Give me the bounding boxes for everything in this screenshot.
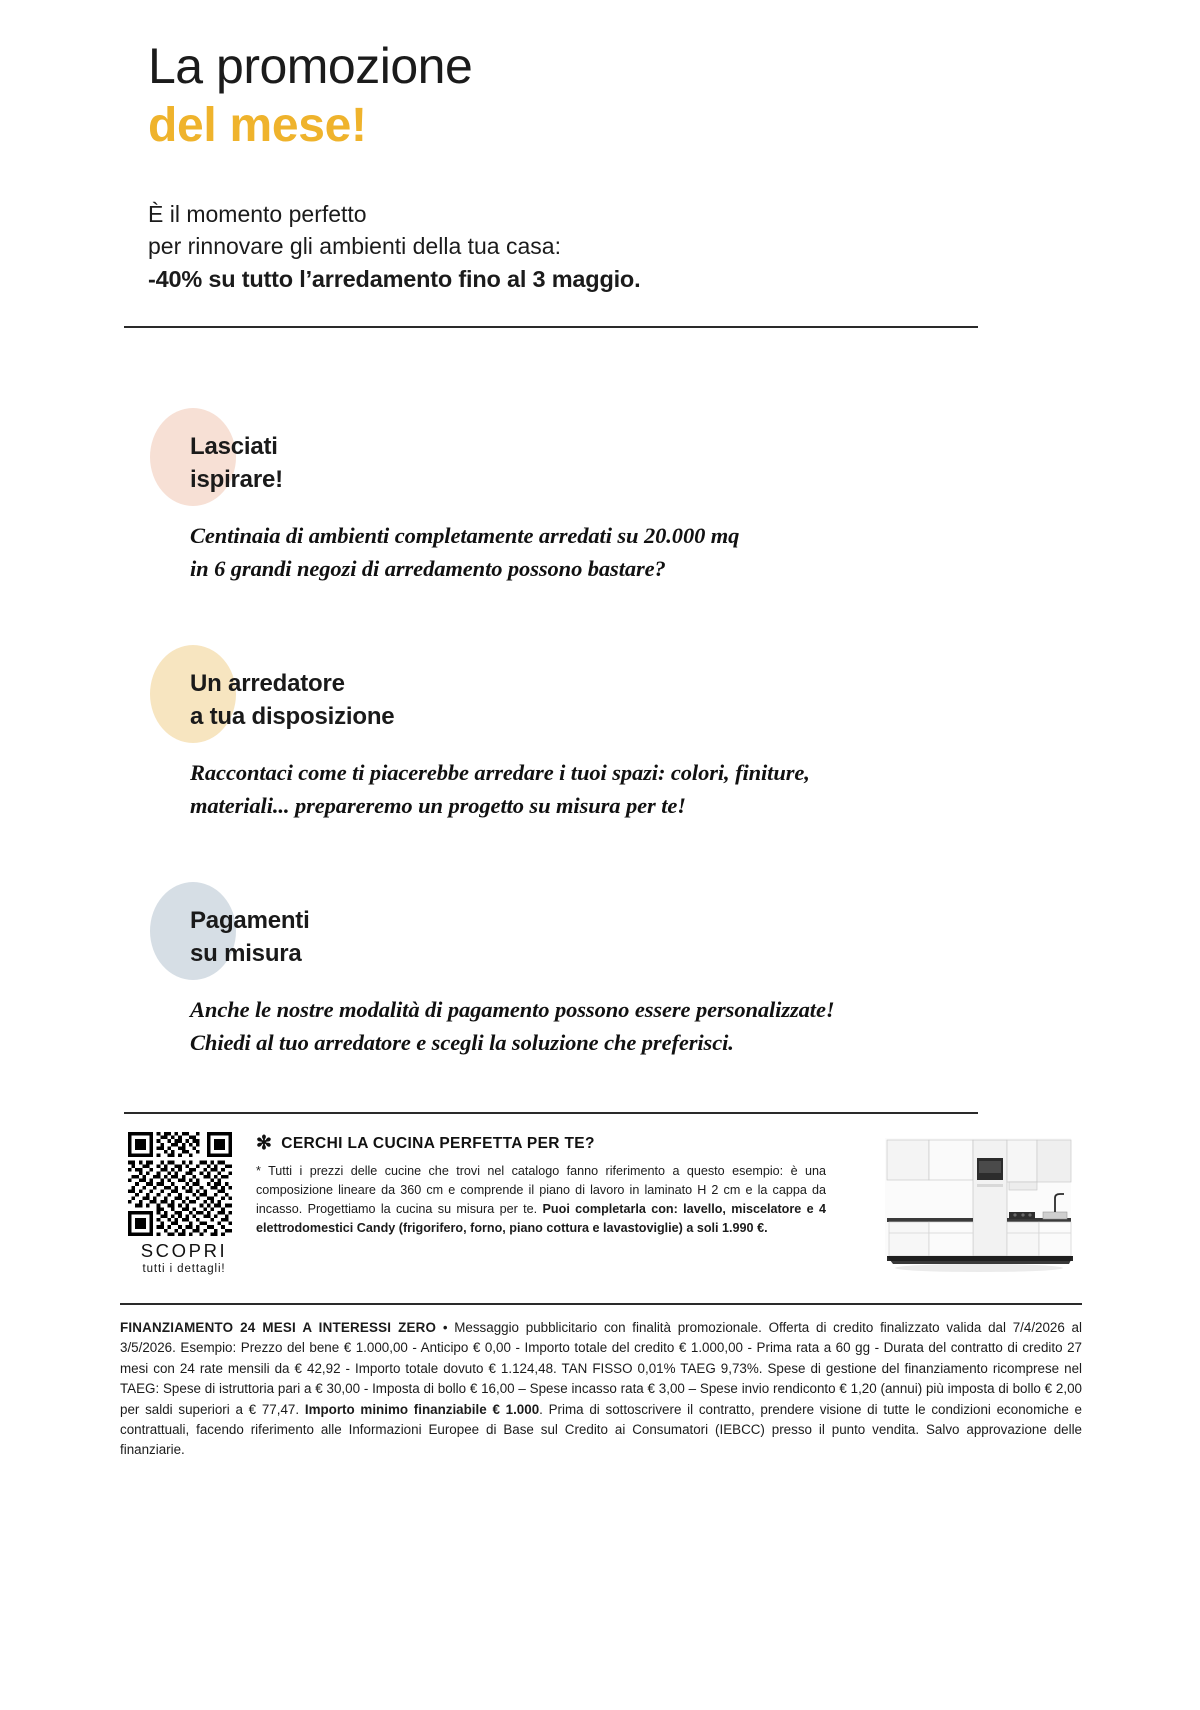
kitchen-promo-body [256, 1162, 826, 1239]
financing-legal-text [120, 1318, 1082, 1461]
feature-body [190, 520, 1030, 585]
financing-min-amount: Importo minimo finanziabile € 1.000 [304, 1401, 540, 1417]
feature-body-line2: materiali... prepareremo un progetto su misura per te! [190, 792, 686, 818]
financing-body-part1: Messaggio pubblicitario con finalità promozionale. Offerta di credito finalizzato valida dal 7/4/2026 al 3/5/2026. Esempio: Prezzo del bene € 1.000,00 - Anticipo € 0,00 - Importo totale del credito € 1.000,00 - Prima rata a 60 gg - Durata del contratto di credito 27 mesi con 24 rate mensili da € 42,92 - Importo totale dovuto € 1.124,48. TAN FISSO 0,01% TAEG 9,73%. Spese di gestione del finanziamento ricomprese nel TAEG: Spese di istruttoria pari a € 30,00 - Imposta di bollo € 16,00 – Spese incasso rata € 3,00 – Spese invio rendiconto € 1,20 (annui) più imposta di bollo € 2,00 per saldi superiori a € 77,47. [120, 1320, 1082, 1417]
feature-block-lasciati-ispirare [150, 408, 1030, 585]
feature-heading-line1: Pagamenti [190, 907, 310, 934]
page-title-line1: La promozione [148, 38, 473, 94]
feature-heading [190, 408, 1030, 496]
asterisk-icon: ✻ [256, 1133, 273, 1154]
feature-body-line1: Centinaia di ambienti completamente arredati su 20.000 mq [190, 523, 740, 549]
feature-body-line1: Anche le nostre modalità di pagamento possono essere personalizzate! [190, 997, 835, 1023]
lede-line-1: È il momento perfetto [148, 201, 367, 228]
kitchen-promo-body-bold: Puoi completarla con: lavello, miscelatore e 4 elettrodomestici Candy (frigorifero, forno, piano cottura e lavastoviglie) a soli 1.990 €. [256, 1202, 826, 1236]
financing-body-part2: . Prima di sottoscrivere il contratto, prendere visione di tutte le condizioni economiche e contrattuali, facendo riferimento alle Informazioni Europee di Base sul Credito ai Consumatori (IEBCC) presso il punto vendita. Salvo approvazione delle finanziarie. [120, 1401, 1083, 1458]
qr-details-label: tutti i dettagli! [142, 1263, 226, 1275]
qr-column[interactable] [128, 1132, 240, 1275]
feature-heading-line2: a tua disposizione [190, 703, 395, 731]
divider-bottom [120, 1303, 1082, 1305]
kitchen-promo-body-plain: * Tutti i prezzi delle cucine che trovi nel catalogo fanno riferimento a questo esempio: è una composizione lineare da 360 cm e comprende il piano di lavoro in laminato H 2 cm e la cappa da incasso. Progettiamo la cucina su misura per te. [256, 1164, 826, 1217]
feature-heading-line2: su misura [190, 940, 302, 968]
financing-headline: FINANZIAMENTO 24 MESI A INTERESSI ZERO [120, 1320, 437, 1335]
feature-body-line2: in 6 grandi negozi di arredamento possono bastare? [190, 555, 666, 581]
feature-body [190, 757, 1030, 822]
lede-line-2: per rinnovare gli ambienti della tua casa: [148, 232, 561, 259]
feature-heading [190, 645, 1030, 733]
feature-heading-line1: Un arredatore [190, 670, 345, 697]
feature-heading-line1: Lasciati [190, 433, 278, 460]
page-title-line2: del mese! [148, 99, 367, 152]
feature-body [190, 994, 1030, 1059]
feature-block-un-arredatore [150, 645, 1030, 822]
qr-code-icon[interactable] [128, 1132, 232, 1236]
kitchen-promo-title-text: CERCHI LA CUCINA PERFETTA PER TE? [281, 1134, 595, 1152]
feature-block-pagamenti-su-misura [150, 882, 1030, 1059]
qr-scopri-label: SCOPRI [140, 1240, 228, 1261]
kitchen-promo-title [256, 1134, 826, 1153]
kitchen-illustration-image [873, 1132, 1083, 1277]
kitchen-promo-section [128, 1132, 1088, 1292]
kitchen-promo-text [256, 1134, 826, 1239]
lede-paragraph [148, 199, 1048, 295]
financing-bullet: • [436, 1320, 455, 1335]
divider-top [124, 326, 978, 328]
lede-offer-line: -40% su tutto l’arredamento fino al 3 maggio. [148, 265, 641, 292]
header [148, 38, 1048, 295]
feature-body-line1: Raccontaci come ti piacerebbe arredare i tuoi spazi: colori, finiture, [190, 760, 810, 786]
feature-heading [190, 882, 1030, 970]
divider-middle [124, 1112, 978, 1114]
feature-body-line2: Chiedi al tuo arredatore e scegli la soluzione che preferisci. [190, 1029, 734, 1055]
feature-heading-line2: ispirare! [190, 466, 283, 494]
